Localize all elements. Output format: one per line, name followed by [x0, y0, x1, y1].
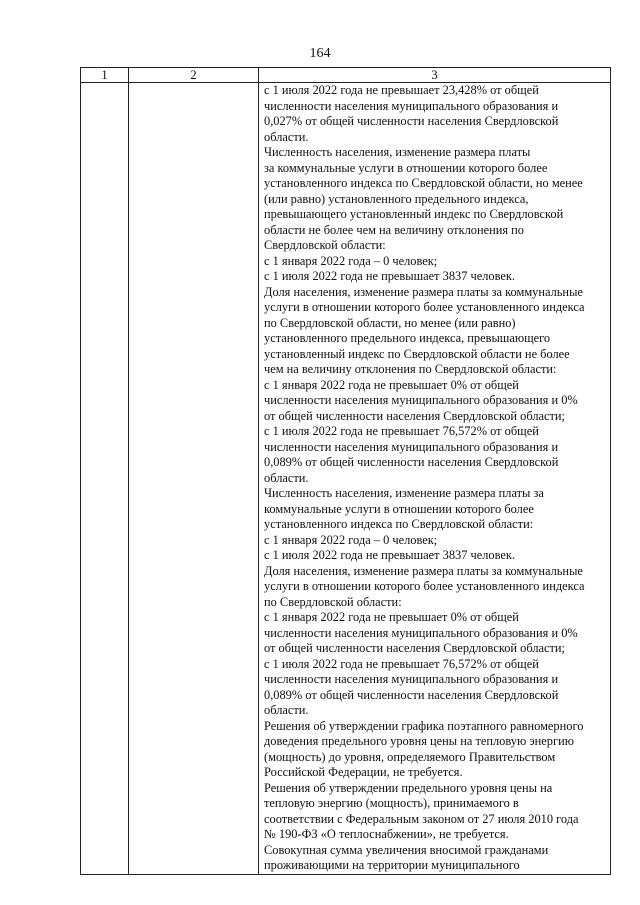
text-line: от общей численности населения Свердловской области;: [264, 408, 565, 423]
text-line: области не более чем на величину отклонения по: [264, 222, 524, 237]
text-line: с 1 июля 2022 года не превышает 76,572% от общей: [264, 424, 539, 438]
text-line: Совокупная сумма увеличения вносимой гражданами: [264, 842, 549, 857]
text-line: соответствии с Федеральным законом от 27 июля 2010 года: [264, 811, 579, 826]
column-1-cell: [81, 83, 129, 875]
text-line: с 1 июля 2022 года не превышает 3837 человек.: [264, 269, 516, 283]
text-line: области.: [264, 129, 309, 144]
text-line: 0,027% от общей численности населения Свердловской: [264, 114, 559, 128]
text-line: установленный индекс по Свердловской области не более: [264, 346, 570, 361]
page-number: 164: [309, 46, 331, 61]
text-line: Свердловской области:: [264, 238, 386, 252]
column-header-3: 3: [259, 68, 611, 83]
text-line: доведения предельного уровня цены на тепловую энергию: [264, 734, 574, 748]
text-line: численности населения муниципального образования и: [264, 98, 559, 113]
text-line: Доля населения, изменение размера платы за коммунальные: [264, 284, 583, 299]
text-line: Численность населения, изменение размера платы: [264, 145, 531, 159]
text-line: (мощность) до уровня, определяемого Правительством: [264, 749, 556, 764]
text-line: численности населения муниципального образования и: [264, 439, 559, 454]
text-line: по Свердловской области:: [264, 594, 402, 609]
text-line: 0,089% от общей численности населения Свердловской: [264, 687, 559, 702]
text-line: № 190-ФЗ «О теплоснабжении», не требуется.: [264, 827, 509, 841]
text-line: (или равно) установленного предельного индекса,: [264, 191, 529, 206]
text-line: с 1 января 2022 года – 0 человек;: [264, 253, 438, 268]
text-line: установленного индекса по Свердловской области:: [264, 517, 534, 531]
text-line: от общей численности населения Свердловской области;: [264, 641, 565, 655]
table-row: [81, 83, 611, 875]
text-line: установленного индекса по Свердловской области, но менее: [264, 176, 583, 190]
text-line: численности населения муниципального образования и 0%: [264, 625, 578, 640]
text-line: услуги в отношении которого более установленного индекса: [264, 579, 585, 593]
text-line: 0,089% от общей численности населения Свердловской: [264, 455, 559, 469]
text-line: с 1 января 2022 года не превышает 0% от общей: [264, 377, 519, 392]
text-line: численности населения муниципального образования и 0%: [264, 393, 578, 407]
column-3-text: [264, 83, 608, 874]
text-line: с 1 января 2022 года – 0 человек;: [264, 532, 438, 547]
column-2-cell: [129, 83, 259, 875]
table-header-row: [81, 68, 611, 83]
text-line: Численность населения, изменение размера платы за: [264, 486, 544, 500]
text-line: с 1 июля 2022 года не превышает 76,572% от общей: [264, 656, 539, 671]
text-line: установленного предельного индекса, превышающего: [264, 331, 551, 345]
text-line: Решения об утверждении предельного уровня цены на: [264, 780, 553, 795]
text-line: тепловую энергию (мощность), принимаемого в: [264, 796, 519, 810]
text-line: Российской Федерации, не требуется.: [264, 765, 463, 779]
text-line: области.: [264, 470, 309, 485]
document-table: [80, 67, 611, 875]
column-3-cell: [259, 83, 611, 875]
text-line: по Свердловской области, но менее (или равно): [264, 315, 516, 330]
text-line: за коммунальные услуги в отношении которого более: [264, 160, 548, 175]
text-line: с 1 июля 2022 года не превышает 3837 человек.: [264, 548, 516, 562]
text-line: Решения об утверждении графика поэтапного равномерного: [264, 718, 584, 733]
text-line: Доля населения, изменение размера платы за коммунальные: [264, 563, 583, 578]
text-line: коммунальные услуги в отношении которого более: [264, 501, 534, 516]
text-line: с 1 января 2022 года не превышает 0% от общей: [264, 610, 519, 624]
column-header-2: 2: [129, 68, 259, 83]
text-line: проживающими на территории муниципального: [264, 858, 520, 872]
text-line: чем на величину отклонения по Свердловской области:: [264, 362, 557, 376]
text-line: услуги в отношении которого более установленного индекса: [264, 300, 585, 314]
text-line: области.: [264, 703, 309, 717]
text-line: превышающего установленный индекс по Свердловской: [264, 207, 564, 221]
column-header-1: 1: [81, 68, 129, 83]
text-line: с 1 июля 2022 года не превышает 23,428% от общей: [264, 83, 539, 97]
text-line: численности населения муниципального образования и: [264, 672, 559, 686]
